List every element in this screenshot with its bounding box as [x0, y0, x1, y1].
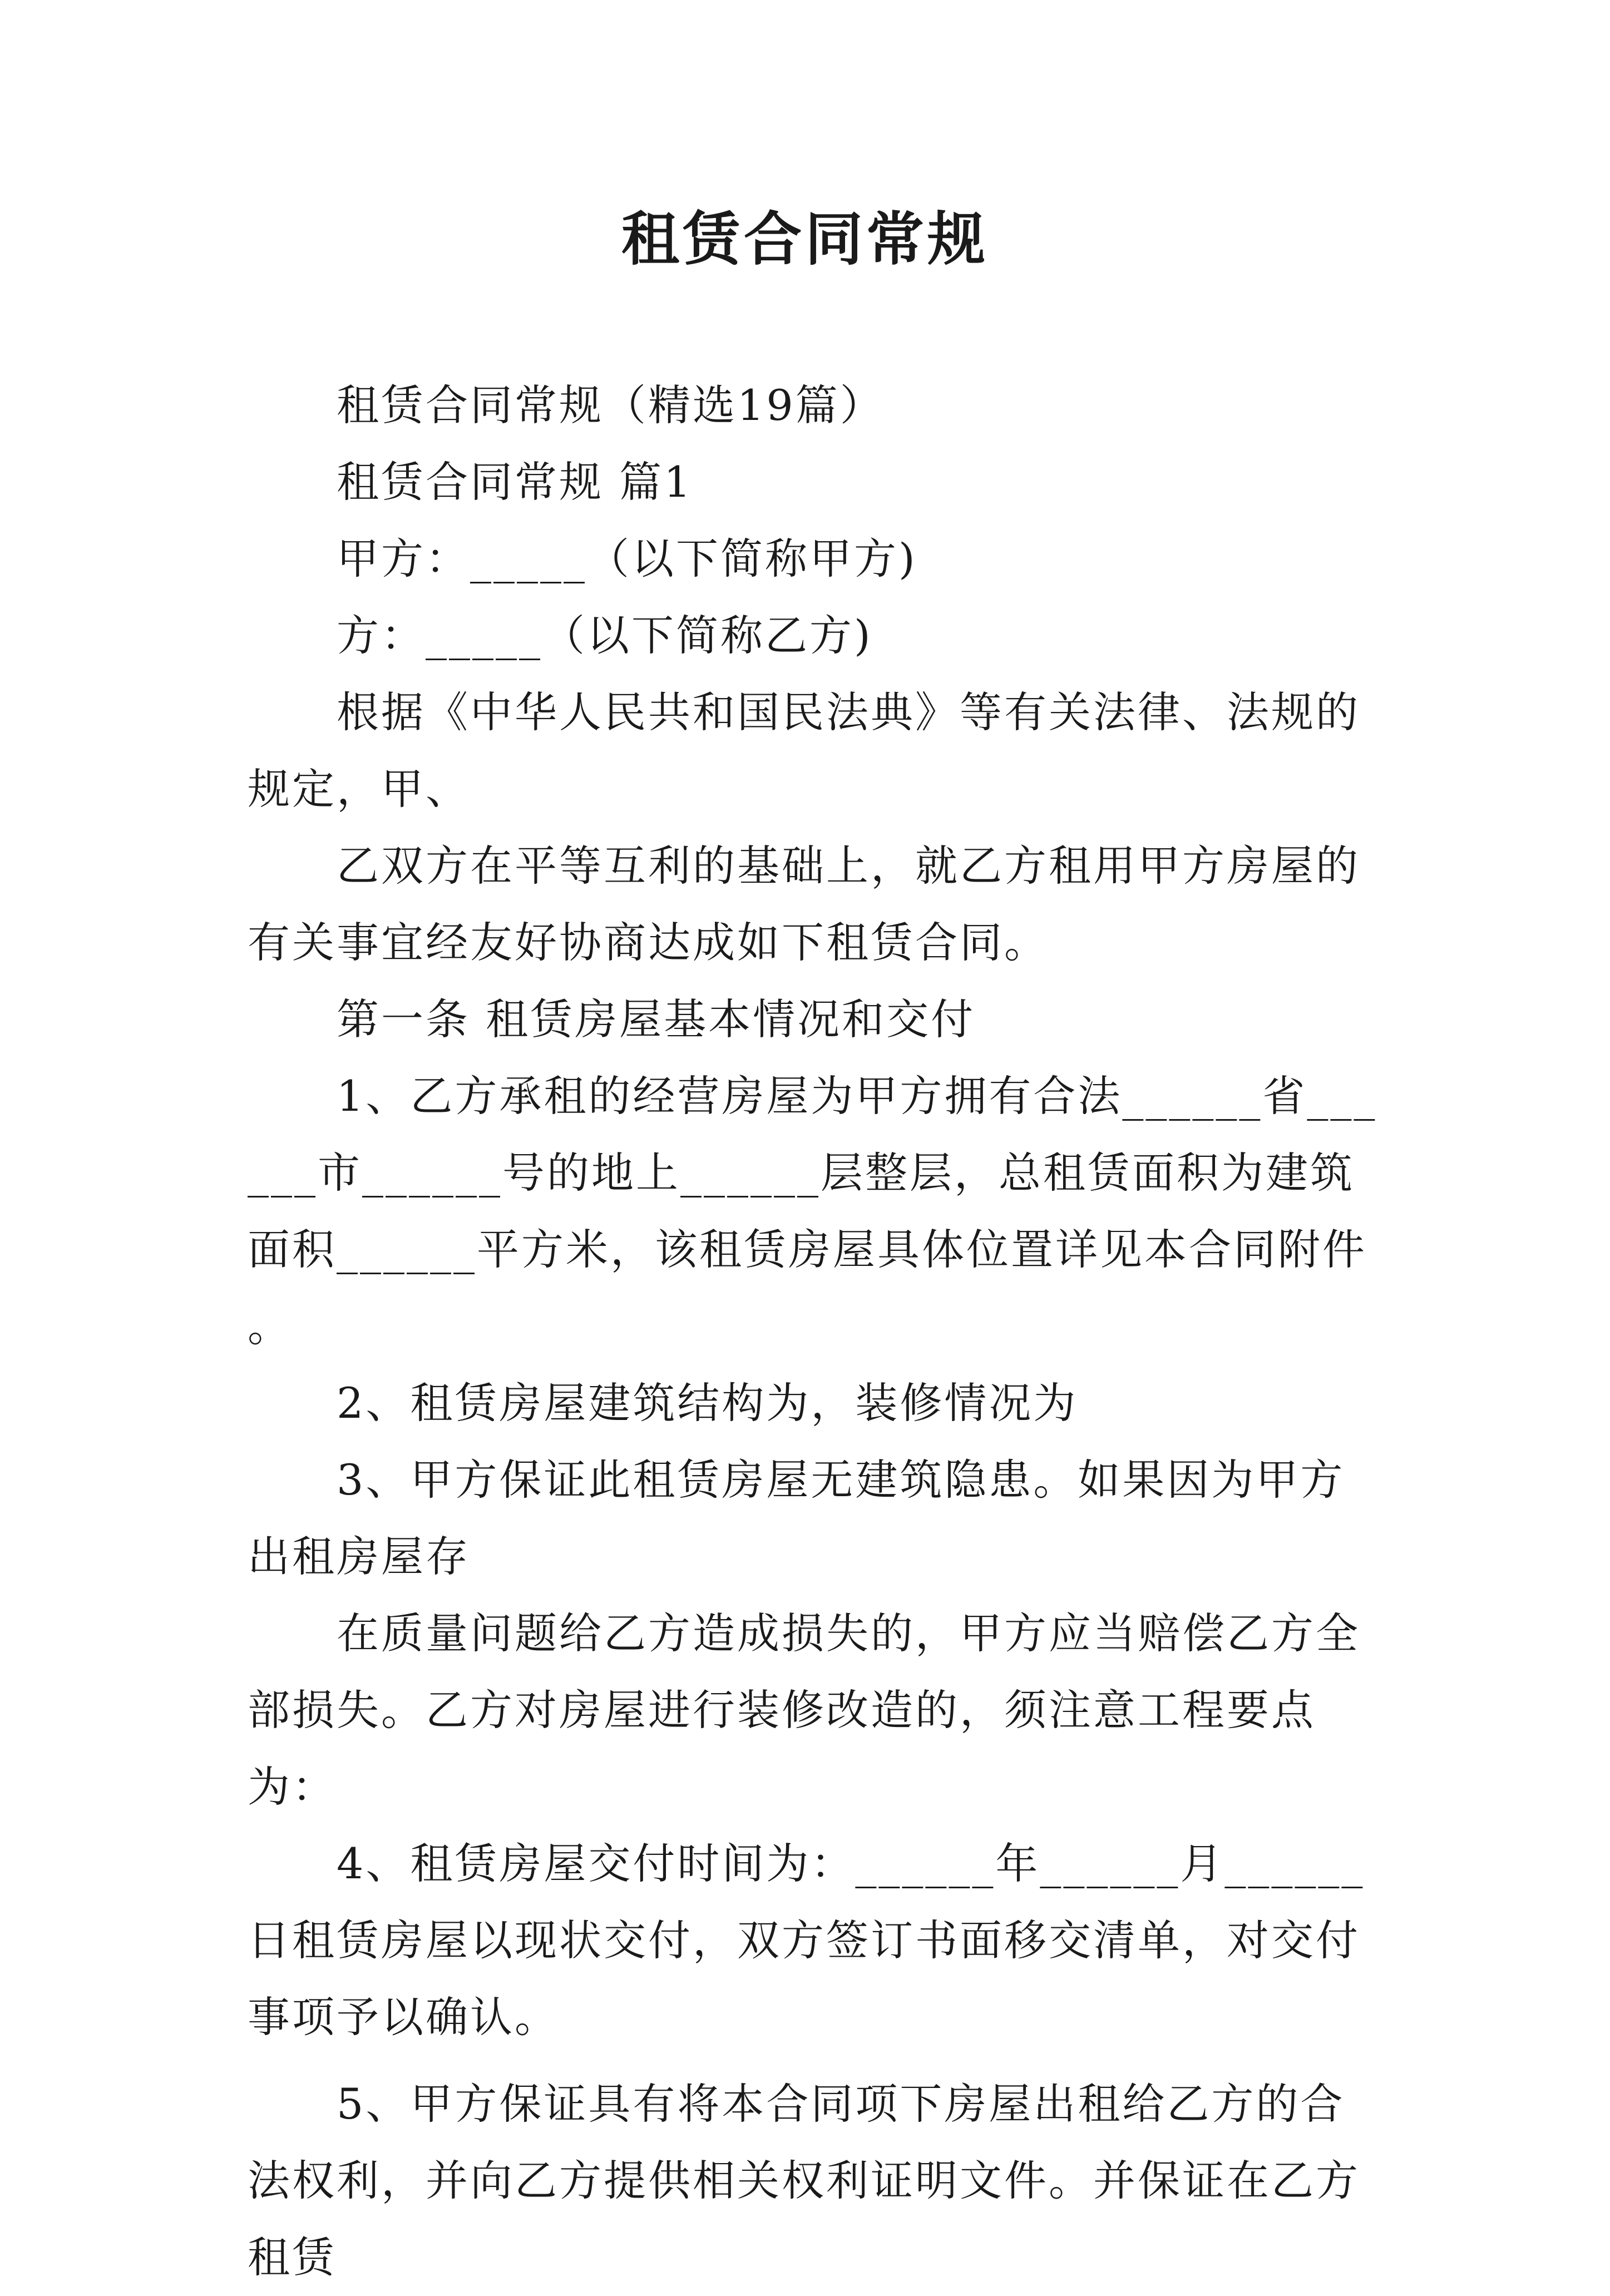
paragraph-clause-2: 2、租赁房屋建筑结构为，装修情况为: [337, 1378, 1078, 1428]
paragraph-clause-4: 4、租赁房屋交付时间为：______年______月______日租赁房屋以现状交付，双方签订书面移交清单，对交付事项予以确认。: [248, 1839, 1365, 2042]
paragraph-section-heading: 租赁合同常规 篇1: [337, 457, 693, 507]
document-body: [248, 367, 1382, 2296]
paragraph-clause-5: 5、甲方保证具有将本合同项下房屋出租给乙方的合法权利，并向乙方提供相关权利证明文件。并保证在乙方租赁: [248, 2079, 1360, 2282]
paragraph-party-b: 方：_____（以下简称乙方): [337, 611, 873, 660]
paragraph-party-a: 甲方：_____（以下简称甲方): [337, 534, 917, 583]
document-title: 租赁合同常规: [621, 205, 989, 273]
paragraph-clause-3: 3、甲方保证此租赁房屋无建筑隐患。如果因为甲方出租房屋存: [248, 1455, 1345, 1581]
paragraph-article-1-heading: 第一条 租赁房屋基本情况和交付: [337, 994, 976, 1044]
paragraph-agreement-intro: 乙双方在平等互利的基础上，就乙方租用甲方房屋的有关事宜经友好协商达成如下租赁合同。: [248, 841, 1360, 967]
paragraph-legal-basis: 根据《中华人民共和国民法典》等有关法律、法规的规定，甲、: [248, 687, 1360, 814]
paragraph-clause-1: 1、乙方承租的经营房屋为甲方拥有合法______省______市______号的地上______层整层，总租赁面积为建筑面积______平方米，该租赁房屋具体位置详见本合同附件 。: [248, 1071, 1383, 1351]
paragraph-clause-3-cont: 在质量问题给乙方造成损失的，甲方应当赔偿乙方全部损失。乙方对房屋进行装修改造的，须注意工程要点为：: [248, 1609, 1360, 1812]
paragraph-subtitle: 租赁合同常规（精选19篇）: [337, 380, 885, 430]
